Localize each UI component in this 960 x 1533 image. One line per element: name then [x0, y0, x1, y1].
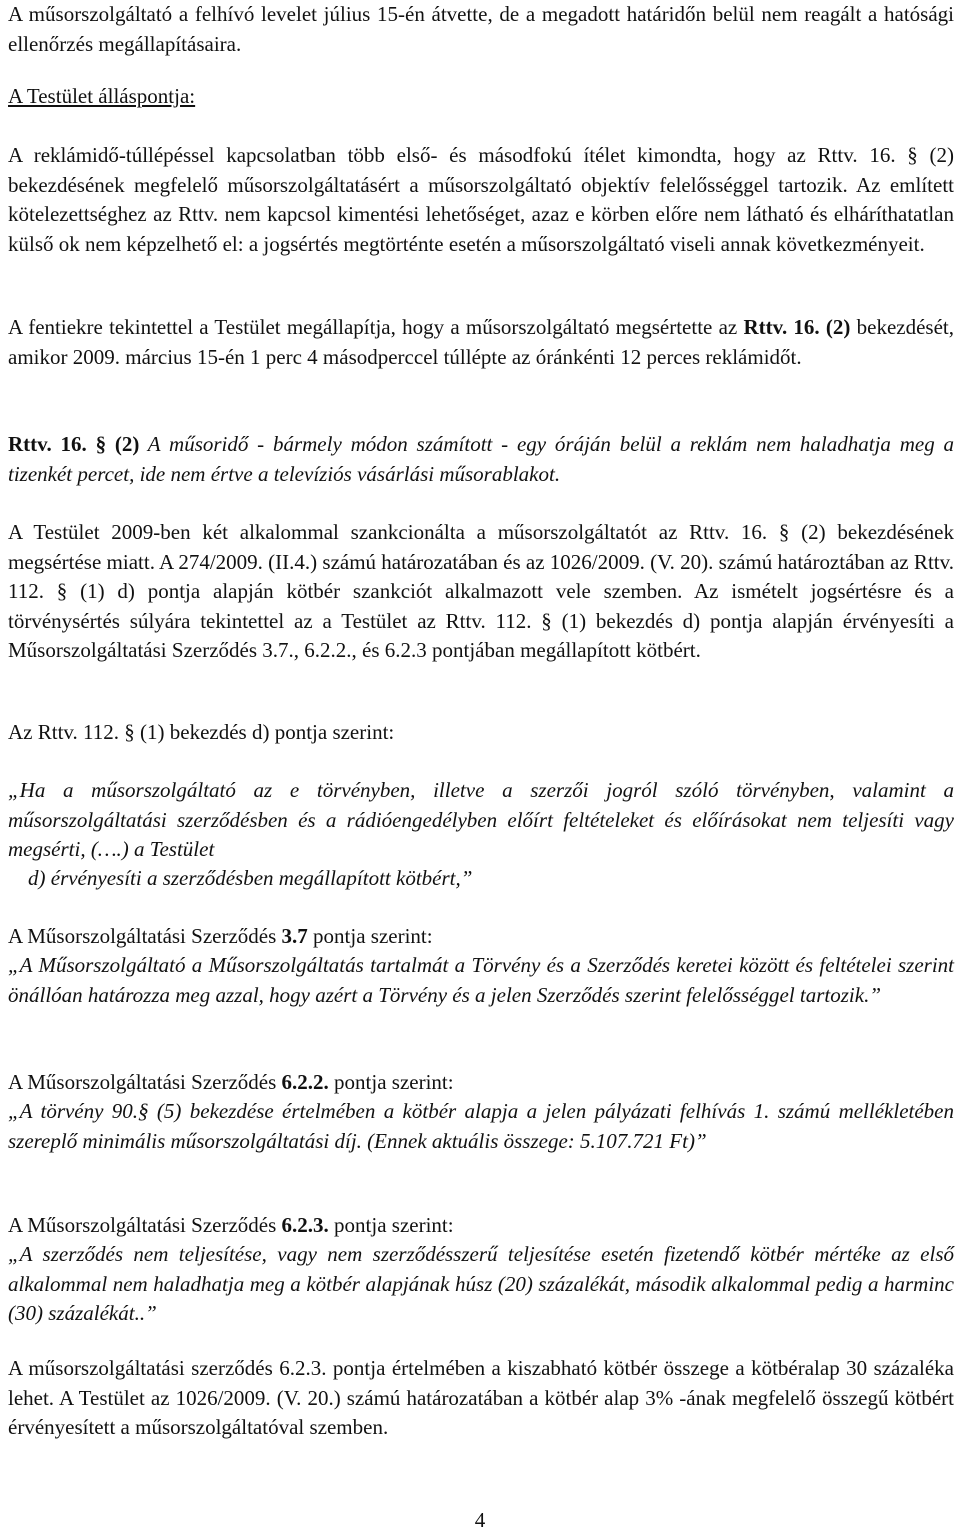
paragraph-liability: A reklámidő-túllépéssel kapcsolatban több első- és másodfokú ítélet kimondta, hogy az Rttv. 16. § (2) bekezdésének megfelelő műsorszolgáltatásért a műsorszolgáltató objektív felelősséggel tartozik. Az említett kötelezettséghez az Rttv. nem kapcsol kimentési lehetőséget, azaz e körben előre nem látható és elháríthatatlan külső ok nem képzelhető el: a jogsértés megtörténte esetén a műsorszolgáltató viseli annak következményeit.: [8, 143, 954, 256]
contract-6-2-2-number: 6.2.2.: [281, 1070, 329, 1094]
page-number: 4: [474, 1508, 486, 1532]
quote-rttv-112: „Ha a műsorszolgáltató az e törvényben, illetve a szerzői jogról szóló törvényben, valamint a műsorszolgáltatási szerződésben és a rádióengedélyben előírt feltételeket és előírásokat nem teljesíti vagy megsérti, (….) a Testület: [8, 778, 954, 862]
section-heading: A Testület álláspontja:: [8, 84, 196, 108]
contract-3-7-label: A Műsorszolgáltatási Szerződés 3.7 pontja szerint:: [8, 924, 433, 948]
paragraph-finding: [8, 313, 954, 372]
paragraph-intro: A műsorszolgáltató a felhívó levelet július 15-én átvette, de a megadott határidőn belül nem reagált a hatósági ellenőrzés megállapításaira.: [8, 2, 954, 56]
finding-text-a: A fentiekre tekintettel a Testület megállapítja, hogy a műsorszolgáltató megsértette az: [8, 315, 744, 339]
quote-rttv-16: [8, 430, 954, 489]
contract-3-7-quote: „A Műsorszolgáltató a Műsorszolgáltatás tartalmát a Törvény és a Szerződés keretei között és feltételei szerint önállóan határozza meg azzal, hogy azért a Törvény és a jelen Szerződés szerint felelősséggel tartozik.”: [8, 953, 954, 1007]
contract-6-2-3-number: 6.2.3.: [281, 1213, 329, 1237]
contract-6-2-3-label: A Műsorszolgáltatási Szerződés 6.2.3. pontja szerint:: [8, 1213, 454, 1237]
contract-6-2-2-label: A Műsorszolgáltatási Szerződés 6.2.2. pontja szerint:: [8, 1070, 454, 1094]
finding-law-ref: Rttv. 16. (2): [743, 315, 851, 339]
paragraph-penalty-amount: A műsorszolgáltatási szerződés 6.2.3. pontja értelmében a kiszabható kötbér összege a kötbéralap 30 százaléka lehet. A Testület az 1026/2009. (V. 20.) számú határozatában a kötbér alap 3% -ának megfelelő összegű kötbért érvényesített a műsorszolgáltatóval szemben.: [8, 1356, 954, 1440]
finding-text-c: bekezdését, amikor 2009. március 15-én 1 perc 4 másodperccel túllépte az óránkénti 12 perces reklámidőt.: [8, 315, 954, 369]
paragraph-sanctions: A Testület 2009-ben két alkalommal szankcionálta a műsorszolgáltatót az Rttv. 16. § (2) bekezdésének megsértése miatt. A 274/2009. (II.4.) számú határozatában és az 1026/2009. (V. 20). számú határoztában az Rttv. 112. § (1) d) pontja alapján kötbér szankciót alkalmazott vele szemben. Az ismételt jogsértésre és a törvénysértés súlyára tekintettel az a Testület az Rttv. 112. § (1) bekezdés d) pontja alapján érvényesíti a Műsorszolgáltatási Szerződés 3.7., 6.2.2., és 6.2.3 pontjában megállapított kötbért.: [8, 520, 954, 663]
contract-6-2-3-quote: „A szerződés nem teljesítése, vagy nem szerződésszerű teljesítése esetén fizetendő kötbér mértéke az első alkalommal nem haladhatja meg a kötbér alapjának húsz (20) százalékát, második alkalommal pedig a harminc (30) százalékát..”: [8, 1242, 954, 1326]
contract-3-7-number: 3.7: [281, 924, 308, 948]
paragraph-rttv-112: Az Rttv. 112. § (1) bekezdés d) pontja szerint:: [8, 720, 395, 744]
quote-rttv-text: A műsoridő - bármely módon számított - egy óráján belül a reklám nem haladhatja meg a tizenkét percet, ide nem értve a televíziós vásárlási műsorablakot.: [8, 432, 954, 486]
quote-rttv-ref: Rttv. 16. § (2): [8, 432, 140, 456]
quote-rttv-112-item-d: d) érvényesíti a szerződésben megállapított kötbért,”: [28, 866, 473, 890]
contract-6-2-2-quote: „A törvény 90.§ (5) bekezdése értelmében a kötbér alapja a jelen pályázati felhívás 1. számú mellékletében szereplő minimális műsorszolgáltatási díj. (Ennek aktuális összege: 5.107.721 Ft)”: [8, 1099, 954, 1153]
